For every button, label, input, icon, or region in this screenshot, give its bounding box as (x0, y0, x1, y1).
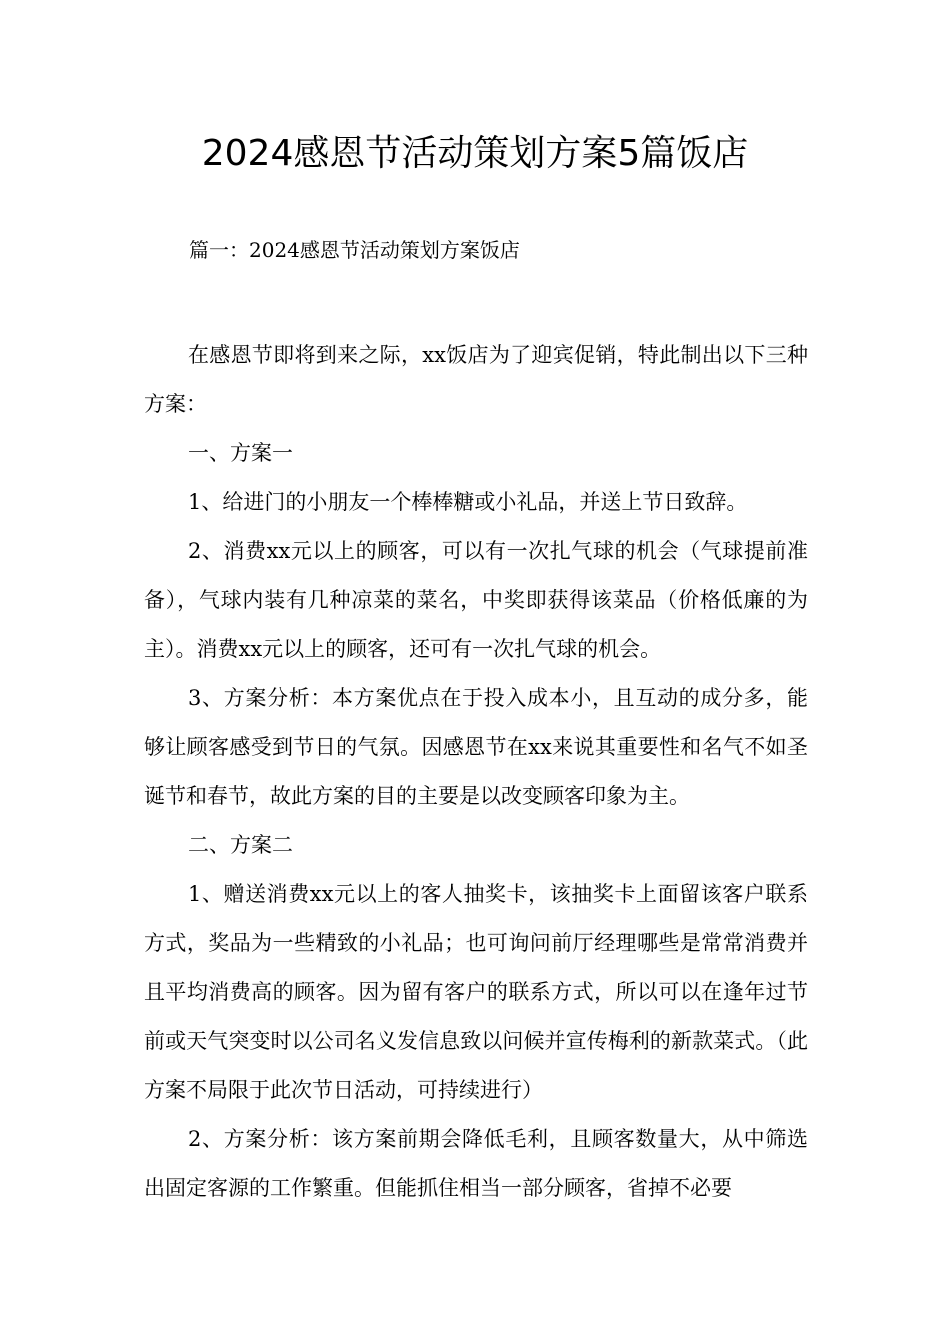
document-title: 2024感恩节活动策划方案5篇饭店 (201, 133, 749, 174)
heading-plan-two: 二、方案二 (188, 833, 293, 857)
paragraph-plan-one-analysis: 3、方案分析：本方案优点在于投入成本小，且互动的成分多，能够让顾客感受到节日的气氛。因感恩节在xx来说其重要性和名气不如圣诞节和春节，故此方案的目的主要是以改变顾客印象为主。 (144, 686, 808, 808)
heading-plan-one: 一、方案一 (188, 441, 293, 465)
paragraph-plan-two-analysis: 2、方案分析：该方案前期会降低毛利，且顾客数量大，从中筛选出固定客源的工作繁重。但能抓住相当一部分顾客，省掉不必要 (144, 1127, 808, 1200)
paragraph-intro: 在感恩节即将到来之际，xx饭店为了迎宾促销，特此制出以下三种方案： (144, 343, 808, 416)
section-heading: 篇一：2024感恩节活动策划方案饭店 (189, 238, 520, 262)
paragraph-plan-one-item-1: 1、给进门的小朋友一个棒棒糖或小礼品，并送上节日致辞。 (188, 490, 748, 514)
paragraph-plan-two-item-1: 1、赠送消费xx元以上的客人抽奖卡，该抽奖卡上面留该客户联系方式，奖品为一些精致的小礼品；也可询问前厅经理哪些是常常消费并且平均消费高的顾客。因为留有客户的联系方式，所以可以在逢年过节前或天气突变时以公司名义发信息致以问候并宣传梅利的新款菜式。（此方案不局限于此次节日活动，可持续进行） (144, 882, 808, 1102)
paragraph-plan-one-item-2: 2、消费xx元以上的顾客，可以有一次扎气球的机会（气球提前准备），气球内装有几种凉菜的菜名，中奖即获得该菜品（价格低廉的为主）。消费xx元以上的顾客，还可有一次扎气球的机会。 (144, 539, 808, 661)
document-body (144, 331, 808, 1213)
